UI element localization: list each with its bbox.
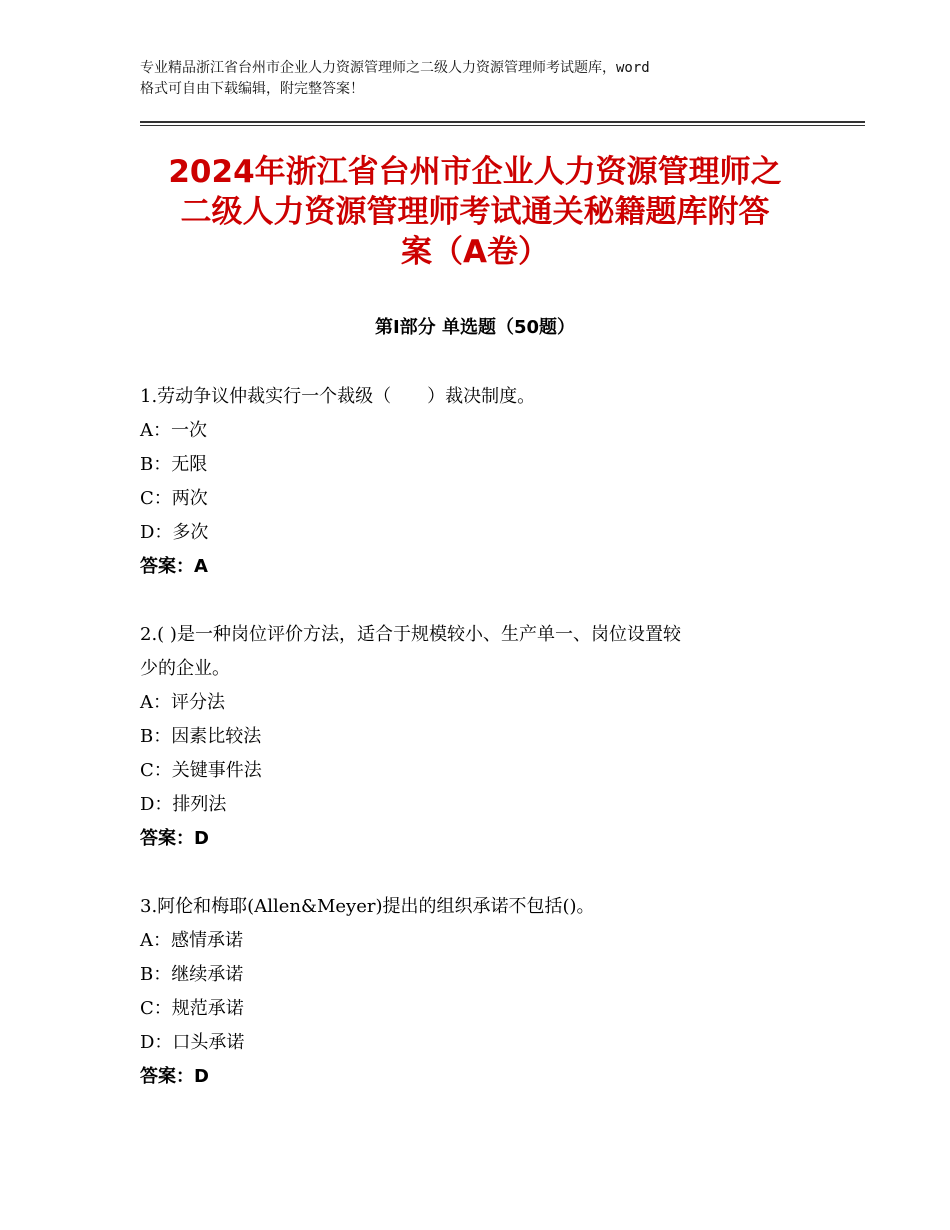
question-1-option-a: A：一次 — [140, 420, 207, 441]
question-2-text-line-1: 2.( )是一种岗位评价方法，适合于规模较小、生产单一、岗位设置较 — [140, 624, 681, 645]
header-note-line-2: 格式可自由下载编辑，附完整答案！ — [140, 81, 364, 97]
question-3 — [140, 890, 820, 1094]
question-2-text-line-2: 少的企业。 — [140, 658, 230, 679]
document-title-line-2: 二级人力资源管理师考试通关秘籍题库附答 — [180, 194, 770, 230]
question-1-option-b: B：无限 — [140, 454, 208, 475]
question-3-text: 3.阿伦和梅耶(Allen&Meyer)提出的组织承诺不包括()。 — [140, 896, 595, 917]
question-3-option-a: A：感情承诺 — [140, 930, 243, 951]
question-2-option-b: B：因素比较法 — [140, 726, 262, 747]
question-2-answer: 答案：D — [140, 828, 209, 849]
header-note-line-1: 专业精品浙江省台州市企业人力资源管理师之二级人力资源管理师考试题库，word — [140, 60, 650, 76]
question-2-option-a: A：评分法 — [140, 692, 225, 713]
question-1-option-c: C：两次 — [140, 488, 208, 509]
question-3-option-b: B：继续承诺 — [140, 964, 244, 985]
document-title-line-1: 2024年浙江省台州市企业人力资源管理师之 — [168, 154, 782, 190]
document-title — [120, 152, 830, 272]
question-1-text: 1.劳动争议仲裁实行一个裁级（ ）裁决制度。 — [140, 386, 536, 407]
question-3-answer: 答案：D — [140, 1066, 209, 1087]
document-title-line-3: 案（A卷） — [401, 234, 549, 270]
question-1-option-d: D：多次 — [140, 522, 209, 543]
question-1 — [140, 380, 820, 584]
section-heading: 第Ⅰ部分 单选题（50题） — [374, 317, 575, 338]
header-rule-thin — [140, 125, 865, 126]
question-2 — [140, 618, 820, 856]
question-2-option-c: C：关键事件法 — [140, 760, 262, 781]
header-note — [140, 58, 830, 100]
question-list — [140, 380, 820, 1128]
header-rule-thick — [140, 121, 865, 123]
question-3-option-c: C：规范承诺 — [140, 998, 244, 1019]
question-2-option-d: D：排列法 — [140, 794, 227, 815]
question-3-option-d: D：口头承诺 — [140, 1032, 245, 1053]
question-1-answer: 答案：A — [140, 556, 208, 577]
